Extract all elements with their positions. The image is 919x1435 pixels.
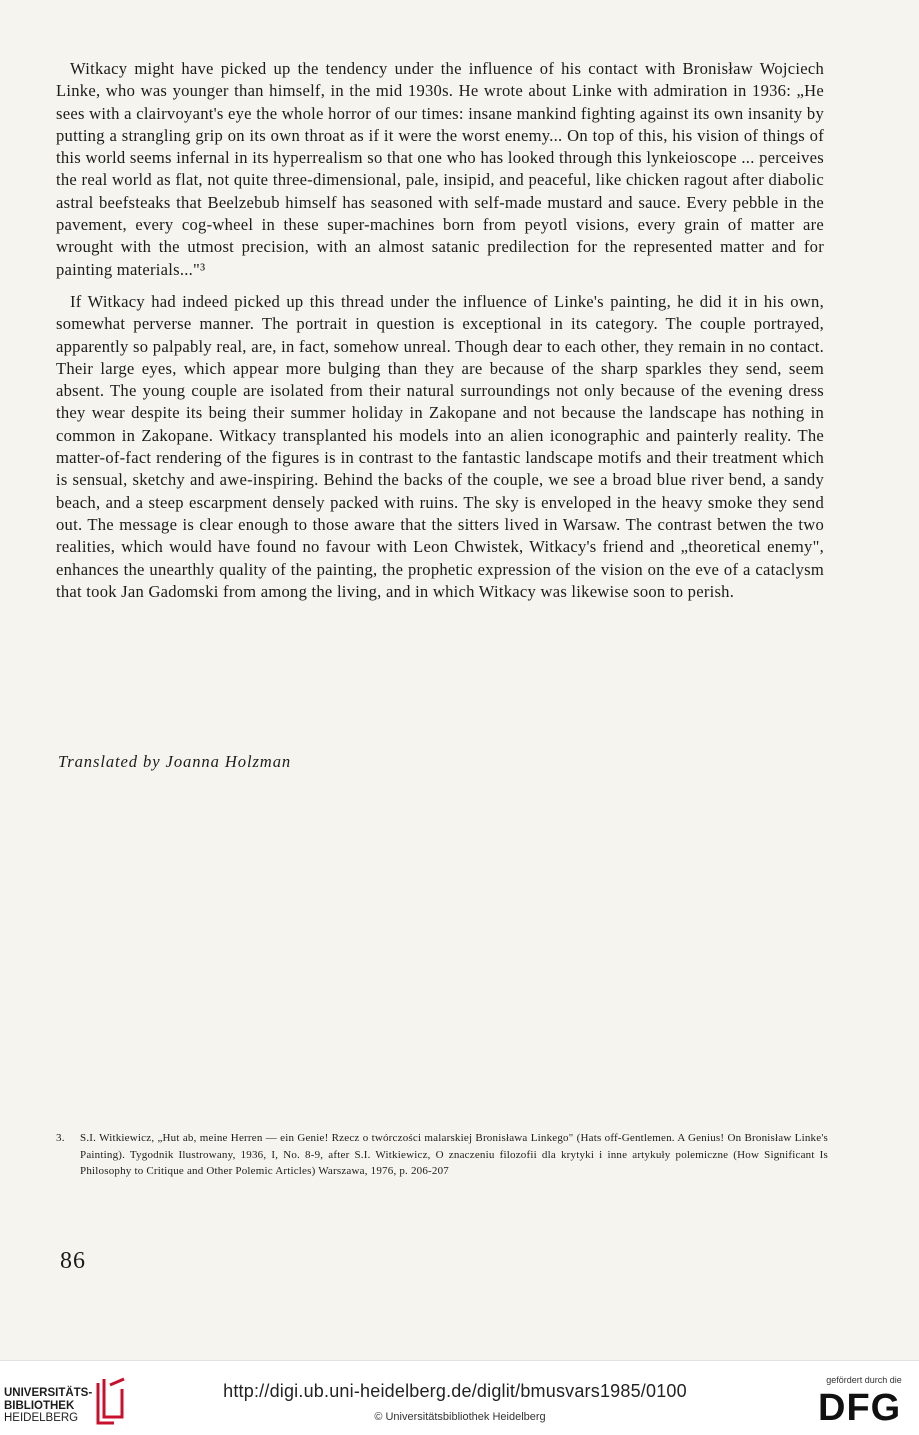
library-line-1: UNIVERSITÄTS- <box>4 1387 93 1399</box>
article-body <box>56 58 824 613</box>
digitization-footer <box>0 1360 919 1435</box>
ub-heidelberg-logo-icon <box>94 1375 128 1427</box>
translator-credit: Translated by Joanna Holzman <box>58 752 292 771</box>
footnote <box>56 1130 828 1180</box>
library-line-3: HEIDELBERG <box>4 1412 79 1424</box>
paragraph-1: Witkacy might have picked up the tendency under the influence of his contact with Bronisław Wojciech Linke, who was younger than himself, in the mid 1930s. He wrote about Linke with admiration in 1936: „He sees with a clairvoyant's eye the whole horror of our times: insane mankind fighting against its own insanity by putting a strangling grip on its own throat as if it were the worst enemy... On top of this, his vision of things of this world seems infernal in its hyperrealism so that one who has looked through this lynkeioscope ... perceives the real world as flat, not quite three-dimensional, pale, insipid, and peaceful, like chicken ragout after diabolic astral beefsteaks that Beelzebub himself has seasoned with self-made mustard and sauce. Every pebble in the pavement, every cog-wheel in these super-machines born from peyotl visions, every grain of matter are wrought with the utmost precision, with an almost satanic predilection for the represented matter and for painting materials..."³ <box>56 59 824 279</box>
permalink-url[interactable]: http://digi.ub.uni-heidelberg.de/diglit/bmusvars1985/0100 <box>223 1381 687 1401</box>
paragraph-2: If Witkacy had indeed picked up this thread under the influence of Linke's painting, he did it in his own, somewhat perverse manner. The portrait in question is exceptional in its category. The couple portrayed, apparently so palpably real, are, in fact, somehow unreal. Though dear to each other, they remain in no contact. Their large eyes, which appear more bulging than they are because of the sharp sparkles they send, seem absent. The young couple are isolated from their natural surroundings not only because of the evening dress they wear despite its being their summer holiday in Zakopane and not because the landscape has nothing in common in Zakopane. Witkacy transplanted his models into an alien iconographic and painterly reality. The matter-of-fact rendering of the figures is in contrast to the fantastic landscape motifs and their treatment which is sensual, sketchy and awe-inspiring. Behind the backs of the couple, we see a broad blue river bend, a sandy beach, and a steep escarpment densely packed with ruins. The sky is enveloped in the heavy smoke they send out. The message is clear enough to those aware that the sitters lived in Warsaw. The contrast betwen the two realities, which would have found no favour with Leon Chwistek, Witkacy's friend and „theoretical enemy", enhances the unearthly quality of the painting, the prophetic expression of the vision on the eve of a cataclysm that took Jan Gadomski from among the living, and in which Witkacy was likewise soon to perish. <box>56 291 824 601</box>
library-name <box>4 1387 92 1425</box>
footnote-number: 3. <box>56 1132 65 1144</box>
copyright-notice: © Universitätsbibliothek Heidelberg <box>374 1411 546 1423</box>
library-line-2: BIBLIOTHEK <box>4 1399 75 1412</box>
funding-note: gefördert durch die <box>826 1375 902 1385</box>
page-number: 86 <box>60 1248 86 1274</box>
footnote-text: S.I. Witkiewicz, „Hut ab, meine Herren — ein Genie! Rzecz o twórczości malarskiej Bronisława Linkego" (Hats off-Gentlemen. A Genius! On Bronisław Linke's Painting). Tygodnik Ilustrowany, 1936, I, No. 8-9, after S.I. Witkiewicz, O znaczeniu filozofii dla krytyki i inne artykuły polemiczne (How Significant Is Philosophy to Critique and Other Polemic Articles) Warszawa, 1976, p. 206-207 <box>80 1132 828 1177</box>
dfg-logo: DFG <box>818 1387 902 1429</box>
